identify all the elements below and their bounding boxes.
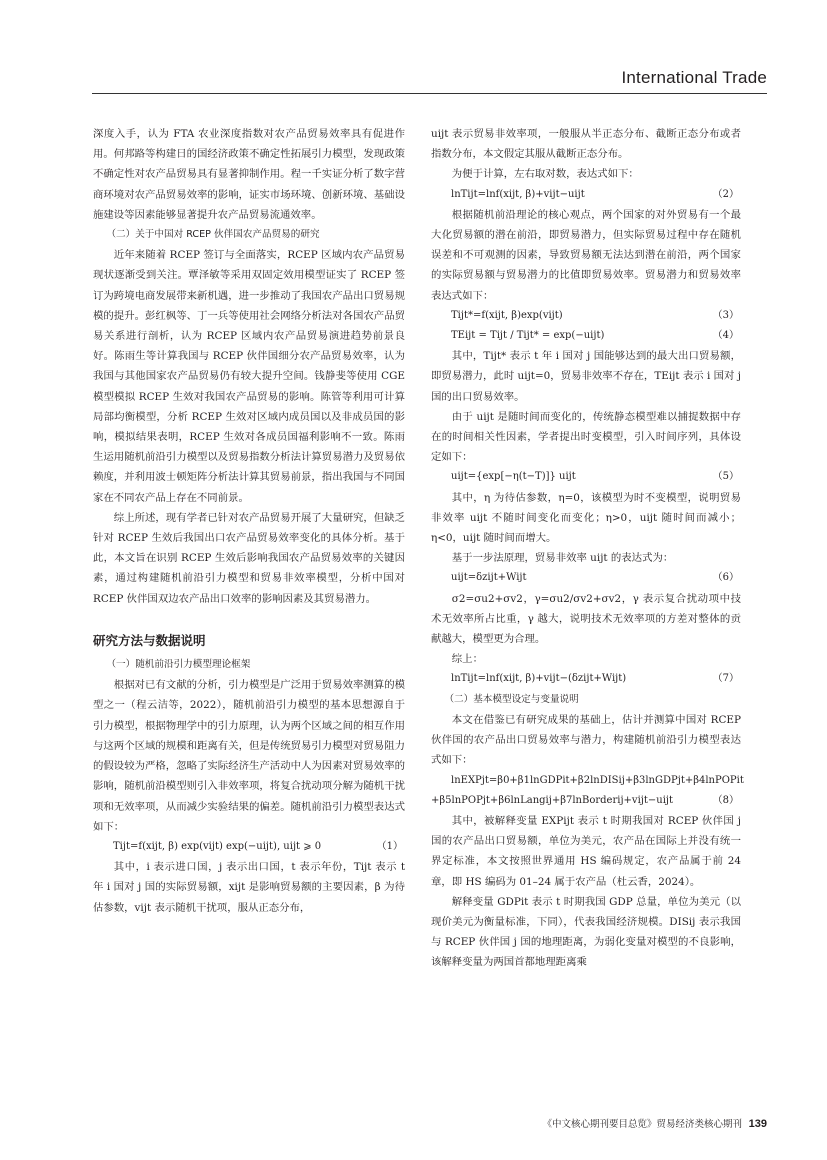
paragraph: 其中，被解释变量 EXPijt 表示 t 时期我国对 RCEP 伙伴国 j 国的农产品出口贸易额，单位为美元，农产品在国际上并没有统一界定标准，本文按照世界通用 HS 编码规定，农产品属于前 24 章，即 HS 编码为 01–24 属于农产品（杜云香，2024）。 [431, 814, 741, 888]
paragraph: 根据对已有文献的分析，引力模型是广泛用于贸易效率测算的模型之一（程云洁等，2022），随机前沿引力模型的基本思想源自于引力模型，根据物理学中的引力原理，认为两个区域之间的相互作用与这两个区域的规模和距离有关，但是传统贸易引力模型对贸易阻力的假设较为严格，忽略了实际经济生产活动中人为因素对贸易效率的影响，随机前沿模型则引入非效率项，将复合扰动项分解为随机干扰项和无效率项，从而减少实验结果的偏差。随机前沿引力模型表达式如下： [93, 679, 405, 833]
journal-note: 《中文核心期刊要目总览》贸易经济类核心期刊 [542, 1119, 742, 1130]
equation-number: （5） [712, 471, 739, 483]
paragraph: 综上： [451, 653, 483, 666]
equation-8-line2 [431, 791, 741, 811]
equation-number: （2） [712, 188, 739, 200]
subsection-heading: （二）关于中国对 RCEP 伙伴国农产品贸易的研究 [106, 229, 320, 241]
section-heading: 研究方法与数据说明 [93, 632, 206, 648]
paragraph: 由于 uijt 是随时间而变化的，传统静态模型难以捕捉数据中存在的时间相关性因素，学者提出时变模型，引入时间序列，具体设定如下： [431, 410, 741, 464]
equation-text: TEijt = Tijt / Tijt* = exp(−uijt) [451, 330, 605, 342]
equation-6 [431, 568, 741, 588]
equation-number: （4） [712, 330, 739, 342]
paragraph: 综上所述，现有学者已针对农产品贸易开展了大量研究，但缺乏针对 RCEP 生效后我国出口农产品贸易效率变化的具体分析。基于此，本文旨在识别 RCEP 生效后影响我国农产品贸易效率的关键因素，通过构建随机前沿引力模型和贸易非效率模型，分析中国对 RCEP 伙伴国双边农产品出口效率的影响因素及其贸易潜力。 [93, 511, 405, 605]
equation-number: （7） [712, 673, 739, 685]
equation-text: lnTijt=lnf(xijt, β)+vijt−(δzijt+Wijt) [451, 673, 627, 685]
header-divider [92, 93, 767, 94]
subsection-heading: （一）随机前沿引力模型理论框架 [106, 659, 251, 671]
paragraph: 本文在借鉴已有研究成果的基础上，估计并测算中国对 RCEP 伙伴国的农产品出口贸易效率与潜力，构建随机前沿引力模型表达式如下： [431, 713, 741, 767]
equation-7 [431, 669, 741, 689]
equation-number: （6） [712, 572, 739, 584]
equation-5 [431, 467, 741, 487]
equation-8-line1 [431, 771, 744, 791]
equation-text: lnTijt=lnf(xijt, β)+vijt−uijt [451, 188, 585, 200]
equation-text: uijt=δzijt+Wijt [451, 572, 527, 584]
page-number: 139 [748, 1118, 767, 1130]
paragraph: 解释变量 GDPit 表示 t 时期我国 GDP 总量，单位为美元（以现价美元为衡量标准，下同），代表我国经济规模。DISij 表示我国与 RCEP 伙伴国 j 国的地理距离，为弱化变量对模型的不良影响，该解释变量为两国首都地理距离乘 [431, 895, 741, 969]
equation-text: +β5lnPOPjt+β6lnLangij+β7lnBorderij+vijt−uijt [431, 794, 674, 806]
paragraph: 其中，i 表示进口国，j 表示出口国，t 表示年份，Tijt 表示 t 年 i 国对 j 国的实际贸易额，xijt 是影响贸易额的主要因素，β 为待估参数，vijt 表示随机干扰项，服从正态分布， [93, 861, 405, 914]
subsection-heading: （二）基本模型设定与变量说明 [444, 693, 579, 705]
equation-3 [431, 306, 741, 326]
paragraph: 近年来随着 RCEP 签订与全面落实，RCEP 区域内农产品贸易现状逐渐受到关注。覃泽敏等采用双固定效用模型证实了 RCEP 签订为跨境电商发展带来新机遇，进一步推动了我国农产品出口贸易规模的提升。彭红枫等、丁一兵等使用社会网络分析法对各国农产品贸易关系进行剖析，认为 RCEP 区域内农产品贸易演进趋势前景良好。陈雨生等计算我国与 RCEP 伙伴国细分农产品贸易效率，认为我国与其他国家农产品贸易仍有较大提升空间。钱静斐等使用 CGE 模型模拟 RCEP 生效对我国农产品贸易的影响。陈管等利用可计算局部均衡模型，分析 RCEP 生效对区域内成员国以及非成员国的影响，模拟结果表明，RCEP 生效对各成员国福利影响不一致。陈雨生运用随机前沿引力模型以及贸易指数分析法计算贸易潜力及贸易依赖度，并利用波士顿矩阵分析法计算其贸易前景，指出我国与不同国家在不同农产品上存在不同前景。 [93, 249, 405, 504]
paragraph: 深度入手，认为 FTA 农业深度指数对农产品贸易效率具有促进作用。何邦路等构建日的国经济政策不确定性拓展引力模型，发现政策不确定性对农产品贸易具有显著抑制作用。程一千实证分析了数字营商环境对农产品贸易效率的影响，证实市场环境、创新环境、基础设施建设等因素能够显著提升农产品贸易流通效率。 [93, 128, 405, 221]
equation-number: （1） [376, 840, 403, 852]
right-column [431, 124, 744, 973]
paragraph: 为便于计算，左右取对数，表达式如下： [451, 168, 639, 181]
running-header: International Trade [621, 68, 767, 87]
page-footer [542, 1116, 767, 1130]
equation-2 [431, 185, 741, 205]
paragraph: 其中，η 为待估参数，η=0，该模型为时不变模型，说明贸易非效率 uijt 不随时间变化而变化；η>0，uijt 随时间而减小；η<0，uijt 随时间而增大。 [431, 491, 741, 545]
equation-number: （8） [712, 794, 739, 806]
paragraph: 基于一步法原理，贸易非效率 uijt 的表达式为： [451, 552, 674, 565]
equation-1 [93, 837, 405, 857]
equation-text: lnEXPjt=β0+β1lnGDPit+β2lnDISij+β3lnGDPjt+β4lnPOPit [451, 774, 744, 786]
equation-number: （3） [712, 309, 739, 321]
equation-4 [431, 326, 741, 346]
paragraph: uijt 表示贸易非效率项，一般服从半正态分布、截断正态分布或者指数分布，本文假定其服从截断正态分布。 [431, 128, 741, 161]
paragraph: 其中，Tijt* 表示 t 年 i 国对 j 国能够达到的最大出口贸易额，即贸易潜力，此时 uijt=0，贸易非效率不存在，TEijt 表示 i 国对 j 国的出口贸易效率。 [431, 350, 741, 403]
left-column [93, 124, 405, 918]
equation-text: Tijt*=f(xijt, β)exp(vijt) [451, 309, 563, 321]
paragraph: σ2=σu2+σv2，γ=σu2/σv2+σv2，γ 表示复合扰动项中技术无效率所占比重，γ 越大，说明技术无效率项的方差对整体的贡献越大，模型更为合理。 [431, 592, 741, 646]
paragraph: 根据随机前沿理论的核心观点，两个国家的对外贸易有一个最大化贸易额的潜在前沿，即贸易潜力，但实际贸易过程中存在随机误差和不可观测的因素，导致贸易额无法达到潜在前沿，两个国家的实际贸易额与贸易潜力的比值即贸易效率。贸易潜力和贸易效率表达式如下： [431, 208, 741, 302]
equation-text: Tijt=f(xijt, β) exp(vijt) exp(−uijt), uijt ⩾ 0 [113, 840, 322, 852]
equation-text: uijt={exp[−η(t−T)]} uijt [451, 471, 576, 483]
